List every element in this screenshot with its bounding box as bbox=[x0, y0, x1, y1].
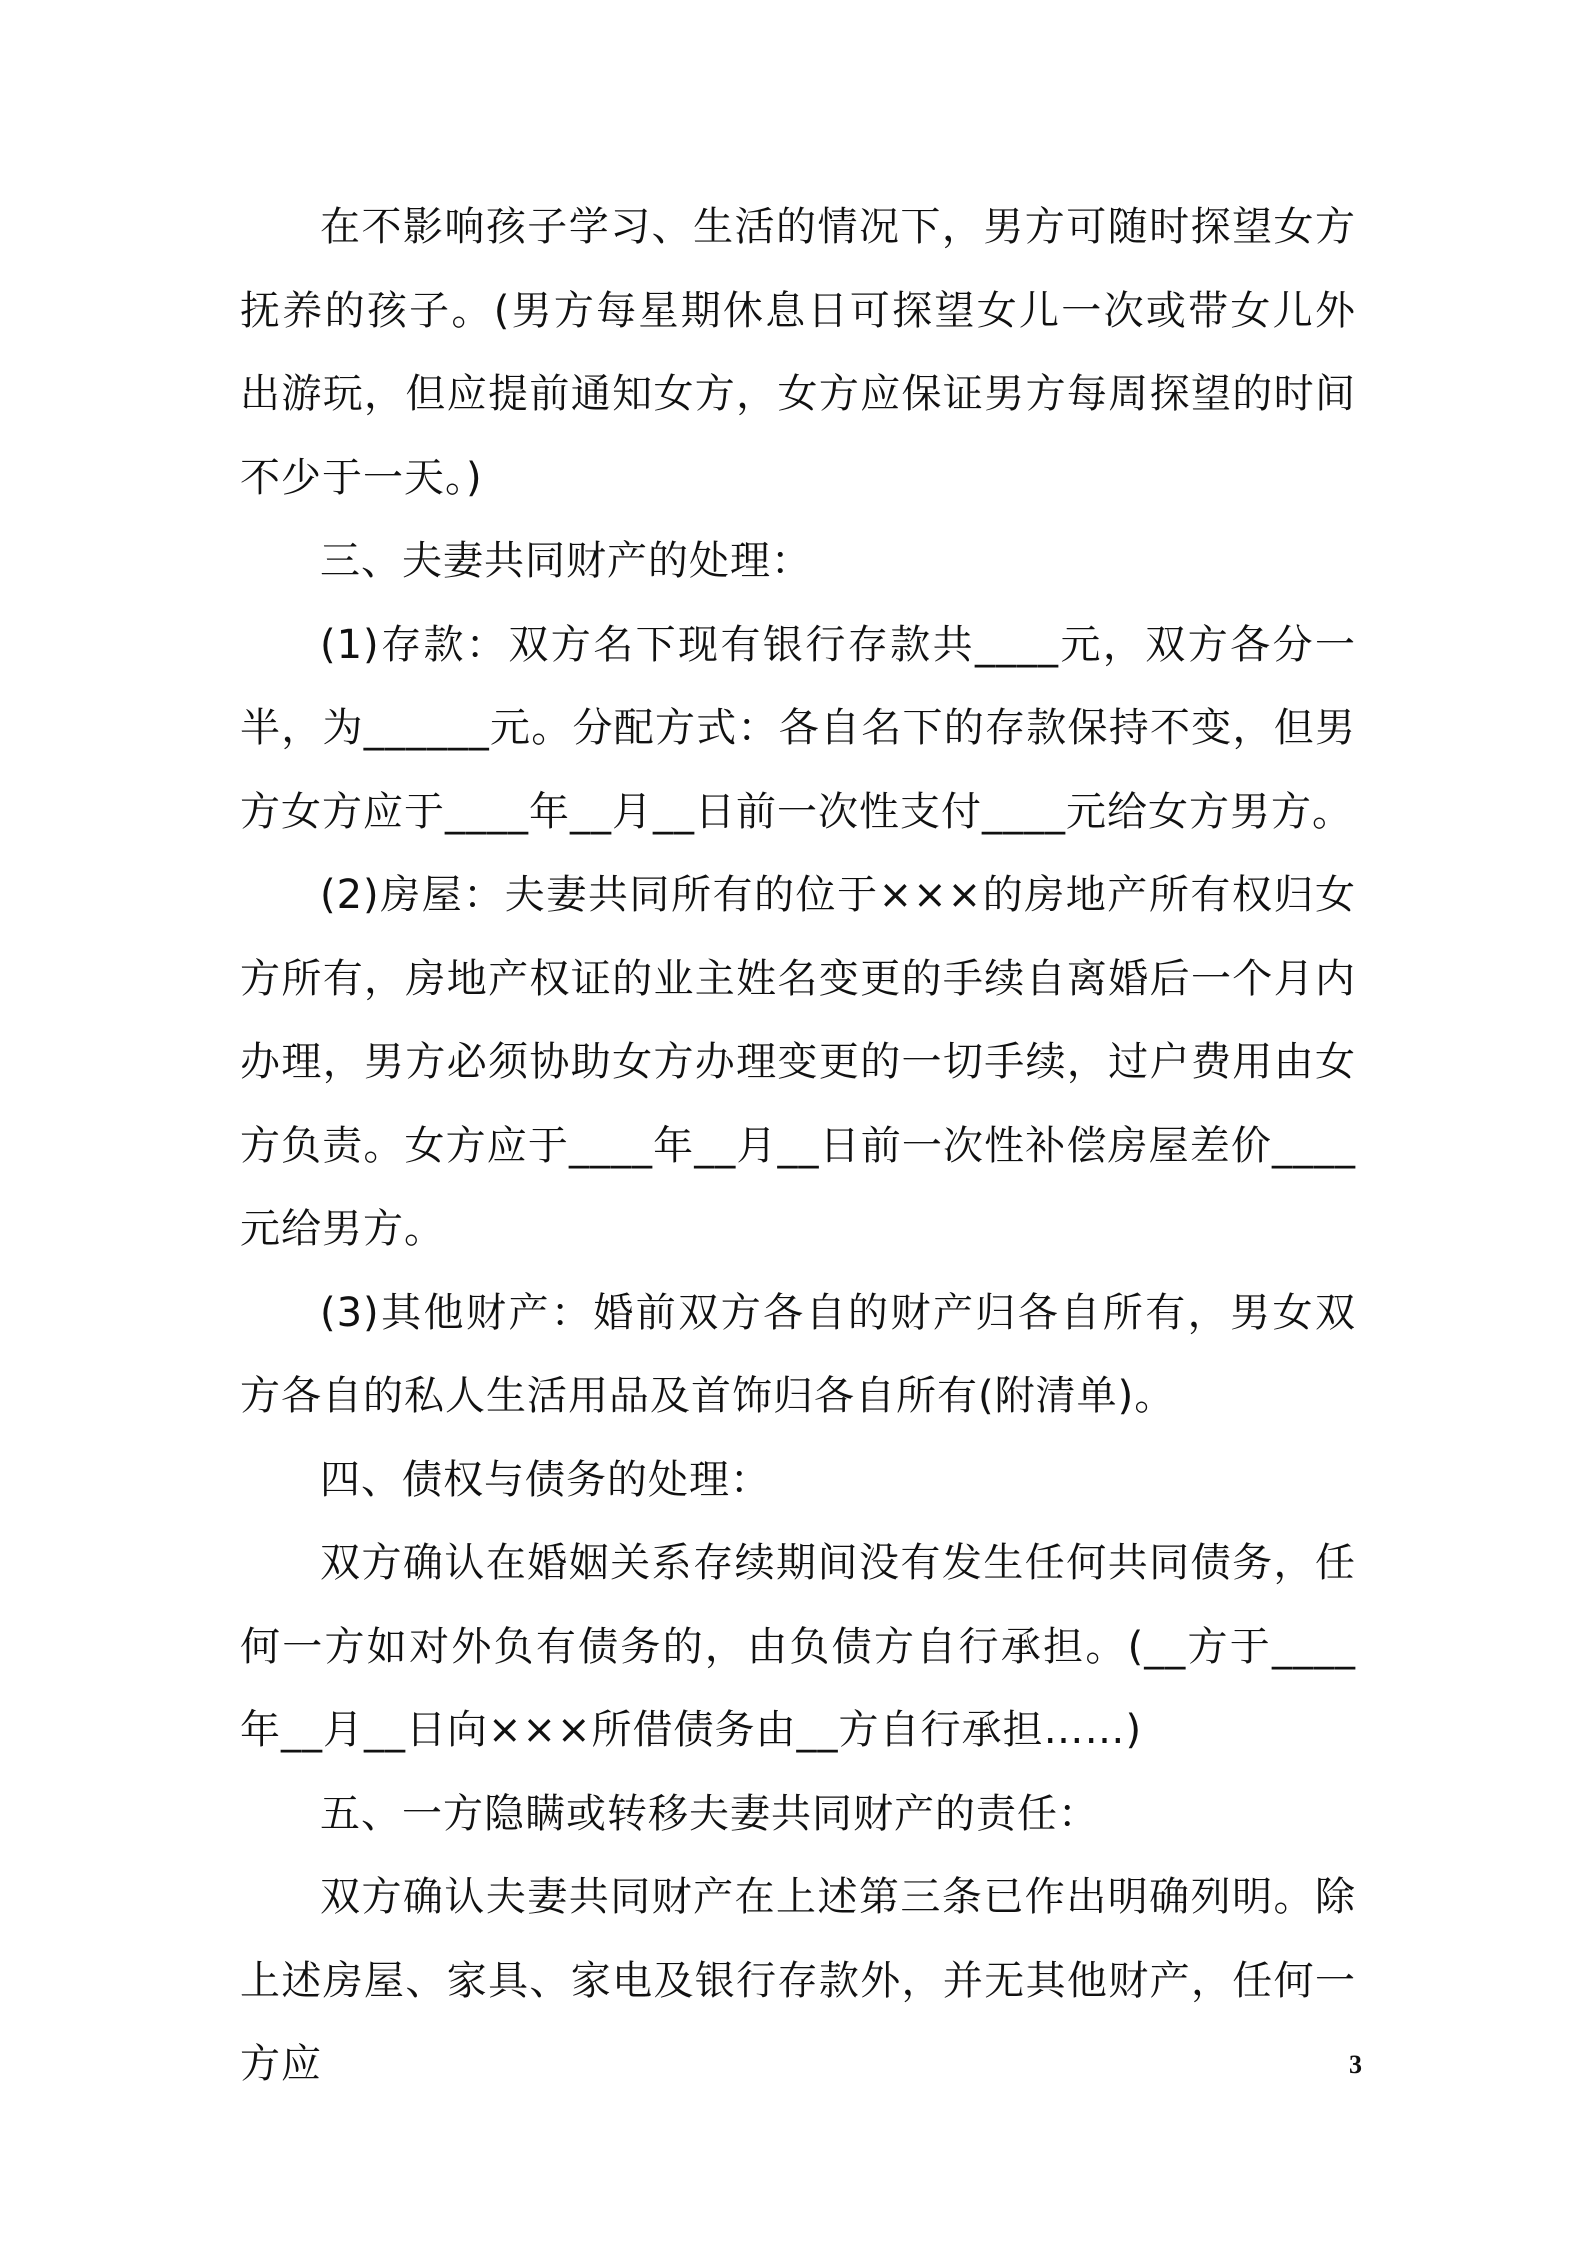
paragraph-visitation: 在不影响孩子学习、生活的情况下，男方可随时探望女方抚养的孩子。(男方每星期休息日可探望女儿一次或带女儿外出游玩，但应提前通知女方，女方应保证男方每周探望的时间不少于一天。) bbox=[240, 204, 1356, 501]
paragraph-savings: (1)存款：双方名下现有银行存款共____元，双方各分一半，为______元。分配方式：各自名下的存款保持不变，但男方女方应于____年__月__日前一次性支付____元给女方男方。 bbox=[240, 621, 1356, 835]
heading-section-three: 三、夫妻共同财产的处理： bbox=[320, 538, 812, 584]
paragraph-other-property: (3)其他财产：婚前双方各自的财产归各自所有，男女双方各自的私人生活用品及首饰归各自所有(附清单)。 bbox=[240, 1289, 1356, 1419]
document-body bbox=[240, 186, 1356, 2107]
page-number: 3 bbox=[1349, 2050, 1362, 2079]
heading-section-five: 五、一方隐瞒或转移夫妻共同财产的责任： bbox=[320, 1790, 1099, 1837]
paragraph-housing: (2)房屋：夫妻共同所有的位于×××的房地产所有权归女方所有，房地产权证的业主姓名变更的手续自离婚后一个月内办理，男方必须协助女方办理变更的一切手续，过户费用由女方负责。女方应于____年__月__日前一次性补偿房屋差价____元给男方。 bbox=[240, 872, 1356, 1252]
paragraph-debts: 双方确认在婚姻关系存续期间没有发生任何共同债务，任何一方如对外负有债务的，由负债方自行承担。(__方于____年__月__日向×××所借债务由__方自行承担……) bbox=[240, 1540, 1356, 1753]
paragraph-concealment: 双方确认夫妻共同财产在上述第三条已作出明确列明。除上述房屋、家具、家电及银行存款外，并无其他财产，任何一方应 bbox=[240, 1874, 1356, 2087]
heading-section-four: 四、债权与债务的处理： bbox=[320, 1456, 771, 1503]
